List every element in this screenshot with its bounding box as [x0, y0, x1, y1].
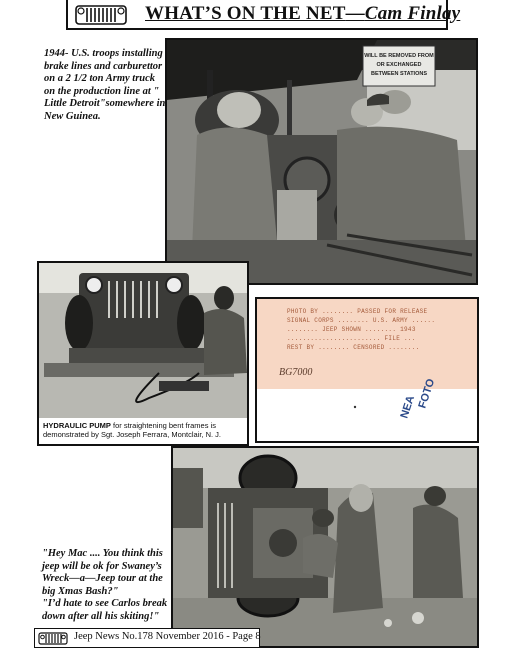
page-title [145, 3, 460, 25]
title-text: WHAT’S ON THE NET [145, 3, 346, 24]
photo2-caption-line: demonstrated by Sgt. Joseph Ferrara, Montclair, N. J. [43, 430, 221, 439]
photo-truck-production-image [167, 40, 476, 283]
photo-hydraulic-pump [37, 261, 249, 446]
photo-overturned-jeep [171, 446, 479, 648]
caption-line: Wreck—a—Jeep tour at the [42, 573, 163, 584]
photo2-caption-bold: HYDRAULIC PUMP [43, 421, 111, 430]
title-dash: — [345, 3, 365, 24]
photo-back-stamp [255, 297, 479, 443]
author-name: Cam Finlay [364, 3, 461, 24]
top-caption [44, 48, 166, 123]
photo2-caption [43, 421, 247, 439]
caption-line: "Hey Mac .... You think this [42, 548, 163, 559]
caption-line: New Guinea. [44, 110, 101, 122]
typed-line: ........................ FILE ... [287, 335, 416, 342]
jeep-grille-icon [38, 631, 68, 645]
caption-line: "I’d hate to see Carlos break [42, 598, 168, 609]
caption-line: brake lines and carburettor [44, 60, 163, 72]
typed-line: ........ JEEP SHOWN ........ 1943 [287, 326, 416, 333]
jeep-grille-icon [74, 2, 128, 26]
caption-line: on a 2 1/2 ton Army truck [44, 73, 156, 84]
caption-line: 1944- U.S. troops installing [44, 48, 163, 59]
typed-line: PHOTO BY ........ PASSED FOR RELEASE [287, 308, 428, 315]
photo-hydraulic-pump-image [39, 263, 247, 418]
typed-line: REST BY ........ CENSORED ........ [287, 344, 420, 351]
caption-line: big Xmas Bash?" [42, 585, 119, 597]
sign-line: BETWEEN STATIONS [370, 71, 428, 77]
caption-line: jeep will be ok for Swaney’s [42, 560, 162, 572]
photo-back-image [257, 299, 477, 441]
caption-line: down after all his skiting!" [42, 610, 160, 622]
photo-overturned-jeep-image [173, 448, 477, 646]
page-footer: Jeep News No.178 November 2016 - Page 8 [74, 631, 261, 642]
stamp-text: NEA [398, 394, 418, 420]
photo-truck-production [165, 38, 478, 285]
sign-line: WILL BE REMOVED FROM [364, 53, 434, 59]
stamp-text: FOTO [416, 377, 438, 410]
bottom-caption [42, 548, 174, 623]
typed-line: SIGNAL CORPS ........ U.S. ARMY ...... [287, 317, 436, 324]
caption-line: on the production line at " [44, 85, 160, 97]
caption-line: Little Detroit"somewhere in [44, 98, 166, 109]
handwritten-signature: BG7000 [279, 367, 313, 378]
sign-line: OR EXCHANGED [376, 62, 422, 68]
photo2-caption-line: for straightening bent frames is [110, 421, 216, 430]
